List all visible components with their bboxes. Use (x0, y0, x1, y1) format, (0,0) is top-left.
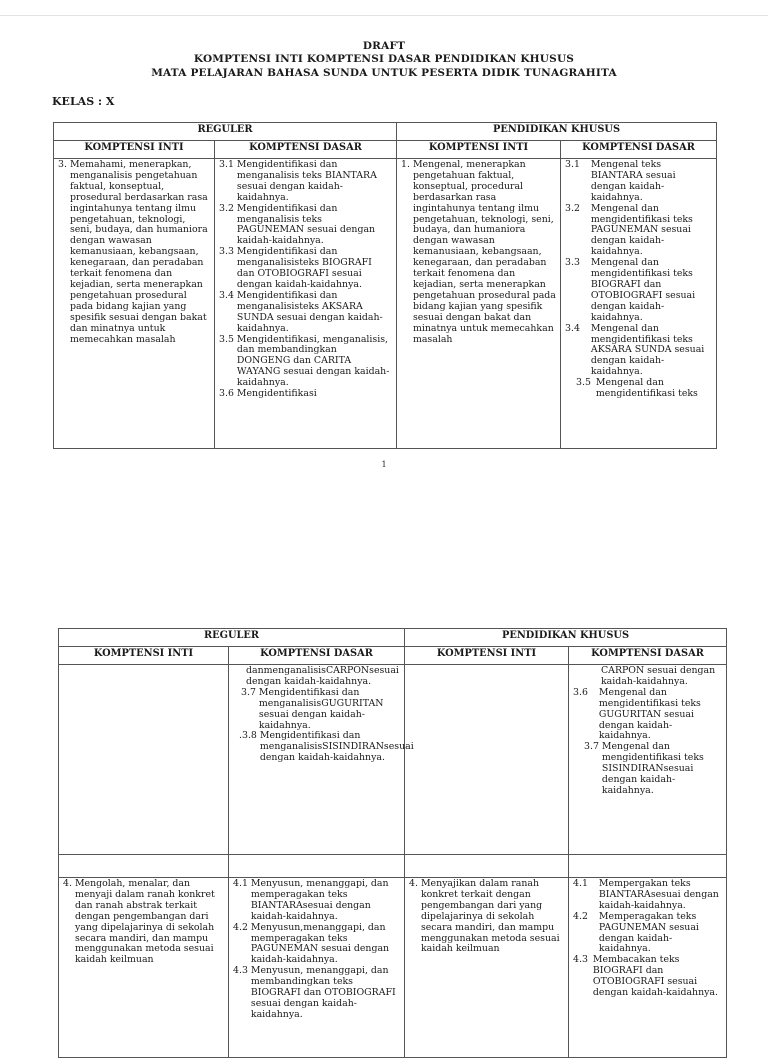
item-number: 3.4 (565, 322, 580, 334)
group-header-row (59, 629, 727, 647)
list-item (219, 291, 392, 335)
item-text: Mempergakan teks BIANTARAsesuai dengan kaidah-kaidahnya. (598, 878, 719, 911)
khusus-ki-header: KOMPTENSI INTI (397, 141, 561, 159)
class-label: KELAS : X (52, 95, 115, 108)
reguler-kd-cell (215, 159, 397, 449)
item-text: Mengidentifikasi dan menganalisis teks PAGUNEMAN sesuai dengan kaidah-kaidahnya. (236, 202, 376, 247)
list-item (565, 324, 712, 379)
item-number: 3.5 (576, 377, 591, 389)
khusus-ki-header: KOMPTENSI INTI (405, 647, 569, 665)
item-number: 4.1 (233, 878, 251, 889)
item-text: Mengenal dan mengidentifikasi teks BIOGRAFI dan OTOBIOGRAFI sesuai dengan kaidah-kaidahnya. (590, 257, 696, 323)
reguler-ki-cell (59, 665, 229, 855)
item-text: Mengenal teks BIANTARA sesuai dengan kaidah-kaidahnya. (590, 159, 676, 203)
reguler-kd-header: KOMPTENSI DASAR (229, 647, 405, 665)
item-number: 4. (63, 878, 75, 889)
khusus-group-header: PENDIDIKAN KHUSUS (397, 123, 717, 141)
item-number: 3.6 (573, 686, 588, 698)
document-subtitle: MATA PELAJARAN BAHASA SUNDA UNTUK PESERTA DIDIK TUNAGRAHITA (151, 67, 617, 79)
item-number: 3.1 (565, 159, 580, 170)
item-text: Mengidentifikasi dan menganalisis teks BIANTARA sesuai dengan kaidah-kaidahnya. (236, 159, 377, 203)
list-item (565, 160, 712, 204)
item-number: 4.3 (573, 954, 588, 966)
table-row (54, 159, 717, 449)
item-number: 4.3 (233, 965, 251, 977)
item-text: Menyajikan dalam ranah konkret terkait dengan pengembangan dari yang dipelajarinya di sekolah secara mandiri, dan mampu menggunakan metoda sesuai kaidah keilmuan (420, 878, 560, 955)
khusus-group-header: PENDIDIKAN KHUSUS (405, 629, 727, 647)
item-text: Mengenal dan mengidentifikasi teks SISINDIRANsesuai dengan kaidah-kaidahnya. (601, 741, 704, 796)
item-text: Mengolah, menalar, dan menyaji dalam ranah konkret dan ranah abstrak terkait dengan pengembangan dari yang dipelajarinya di sekolah secara mandiri, dan mampu menggunakan metoda sesuai kaidah keilmuan (74, 878, 215, 966)
item-text: Memperagakan teks PAGUNEMAN sesuai dengan kaidah-kaidahnya. (598, 910, 699, 955)
table-row (59, 878, 727, 1058)
reguler-group-header: REGULER (54, 123, 397, 141)
item-text: Memahami, menerapkan, menganalisis pengetahuan faktual, konseptual, prosedural berdasarkan rasa ingintahunya tentang ilmu pengetahuan, teknologi, seni, budaya, dan humaniora dengan wawasan kemanusiaan, kebangsaan, kenegaraan, dan peradaban terkait fenomena dan kejadian, serta menerapkan pengetahuan prosedural pada bidang kajian yang spesifik sesuai dengan bakat dan minatnya untuk memecahkan masalah (69, 159, 208, 345)
list-item (233, 688, 400, 732)
list-item (573, 955, 722, 999)
reguler-kd-cell (229, 665, 414, 855)
list-item (219, 389, 392, 400)
item-text: Mengenal dan mengidentifikasi teks (595, 377, 698, 400)
list-item (233, 966, 400, 1021)
list-item (565, 204, 712, 259)
document-title: KOMPTENSI INTI KOMPTENSI DASAR PENDIDIKAN KHUSUS (193, 53, 575, 65)
item-number: 3.3 (565, 257, 580, 269)
item-text: Mengidentifikasi dan menganalisisteks AKSARA SUNDA sesuai dengan kaidah-kaidahnya. (236, 289, 383, 334)
item-text: Mengidentifikasi dan menganalisisSISINDIRANsesuai dengan kaidah-kaidahnya. (259, 730, 414, 764)
spacer-row (59, 855, 727, 878)
table-row (59, 665, 727, 855)
list-item (565, 258, 712, 323)
item-text: Mengenal, menerapkan pengetahuan faktual, konseptual, procedural berdasarkan rasa ingintahunya tentang ilmu pengetahuan, teknologi, seni, budaya, dan humaniora dengan wawasan kemanusiaan, kebangsaan, kenegaraan, dan peradaban terkait fenomena dan kejadian, serta menerapkan pengetahuan prosedural pada bidang kajian yang spesifik sesuai dengan bakat dan minatnya untuk memecahkan masalah (412, 159, 556, 345)
khusus-ki-cell (405, 878, 569, 1058)
list-item (219, 247, 392, 291)
column-header-row (54, 141, 717, 159)
list-item (233, 666, 400, 688)
reguler-ki-cell (59, 878, 229, 1058)
item-number: 4. (409, 878, 421, 889)
item-text: Mengidentifikasi, menganalisis, dan membandingkan DONGENG dan CARITA WAYANG sesuai dengan kaidah-kaidahnya. (236, 333, 390, 389)
item-number: 3.2 (565, 202, 580, 214)
reguler-ki-cell (54, 159, 215, 449)
reguler-ki-header: KOMPTENSI INTI (54, 141, 215, 159)
item-text: Mengenal dan mengidentifikasi teks AKSARA SUNDA sesuai dengan kaidah-kaidahnya. (590, 322, 705, 378)
item-text: CARPON sesuai dengan kaidah-kaidahnya. (601, 665, 716, 687)
list-item (401, 160, 556, 345)
item-number: 3.5 (219, 333, 237, 345)
list-item (219, 335, 392, 390)
list-item (233, 879, 400, 923)
item-number: 3.2 (219, 202, 237, 214)
item-number: 3.7 (584, 741, 602, 753)
item-text: Mengenal dan mengidentifikasi teks GUGURITAN sesuai dengan kaidah-kaidahnya. (598, 686, 701, 742)
item-text: Mengenal dan mengidentifikasi teks PAGUNEMAN sesuai dengan kaidah-kaidahnya. (590, 202, 693, 258)
list-item (219, 160, 392, 204)
reguler-ki-header: KOMPTENSI INTI (59, 647, 229, 665)
item-number: 4.2 (233, 921, 251, 933)
competency-table-page-1 (53, 122, 717, 449)
competency-table-page-2 (58, 628, 727, 1058)
item-text: Membacakan teks BIOGRAFI dan OTOBIOGRAFI sesuai dengan kaidah-kaidahnya. (592, 954, 718, 999)
list-item (573, 666, 722, 688)
column-header-row (59, 647, 727, 665)
top-divider (0, 15, 768, 16)
page-number: 1 (381, 460, 387, 469)
item-number: 3.3 (219, 246, 237, 258)
draft-label: DRAFT (362, 40, 406, 52)
list-item (573, 742, 722, 797)
reguler-kd-header: KOMPTENSI DASAR (215, 141, 397, 159)
item-text: danmenganalisisCARPONsesuai dengan kaidah-kaidahnya. (246, 665, 399, 687)
item-number: 1. (401, 159, 413, 170)
item-number: .3.8 (239, 730, 260, 742)
item-number: 3.1 (219, 159, 237, 170)
item-text: Menyusun,menanggapi, dan memperagakan teks PAGUNEMAN sesuai dengan kaidah-kaidahnya. (250, 921, 390, 966)
khusus-kd-cell (569, 665, 727, 855)
list-item (233, 730, 414, 764)
list-item (63, 879, 224, 966)
item-number: 3.4 (219, 289, 237, 301)
list-item (409, 879, 564, 955)
list-item (219, 204, 392, 248)
item-number: 4.1 (573, 878, 588, 889)
item-number: 3.7 (241, 686, 259, 698)
khusus-kd-header: KOMPTENSI DASAR (561, 141, 717, 159)
list-item (233, 923, 400, 967)
khusus-kd-cell (569, 878, 727, 1058)
item-text: Mengidentifikasi (236, 388, 317, 400)
reguler-kd-cell (229, 878, 405, 1058)
item-text: Mengidentifikasi dan menganalisisteks BIOGRAFI dan OTOBIOGRAFI sesuai dengan kaidah-kaidahnya. (236, 246, 372, 290)
khusus-kd-header: KOMPTENSI DASAR (569, 647, 727, 665)
list-item (573, 688, 722, 743)
list-item (58, 160, 210, 345)
list-item (573, 879, 722, 912)
group-header-row (54, 123, 717, 141)
item-number: 4.2 (573, 910, 588, 922)
item-number: 3.6 (219, 388, 237, 400)
khusus-ki-cell (397, 159, 561, 449)
list-item (573, 912, 722, 956)
reguler-group-header: REGULER (59, 629, 405, 647)
item-text: Menyusun, menanggapi, dan memperagakan teks BIANTARAsesuai dengan kaidah-kaidahnya. (250, 878, 389, 922)
khusus-ki-cell (405, 665, 569, 855)
item-text: Mengidentifikasi dan menganalisisGUGURITAN sesuai dengan kaidah-kaidahnya. (258, 686, 384, 731)
item-text: Menyusun, menanggapi, dan membandingkan teks BIOGRAFI dan OTOBIOGRAFI sesuai dengan kaidah-kaidahnya. (250, 965, 396, 1020)
item-number: 3. (58, 159, 70, 170)
list-item (565, 378, 712, 400)
khusus-kd-cell (561, 159, 717, 449)
